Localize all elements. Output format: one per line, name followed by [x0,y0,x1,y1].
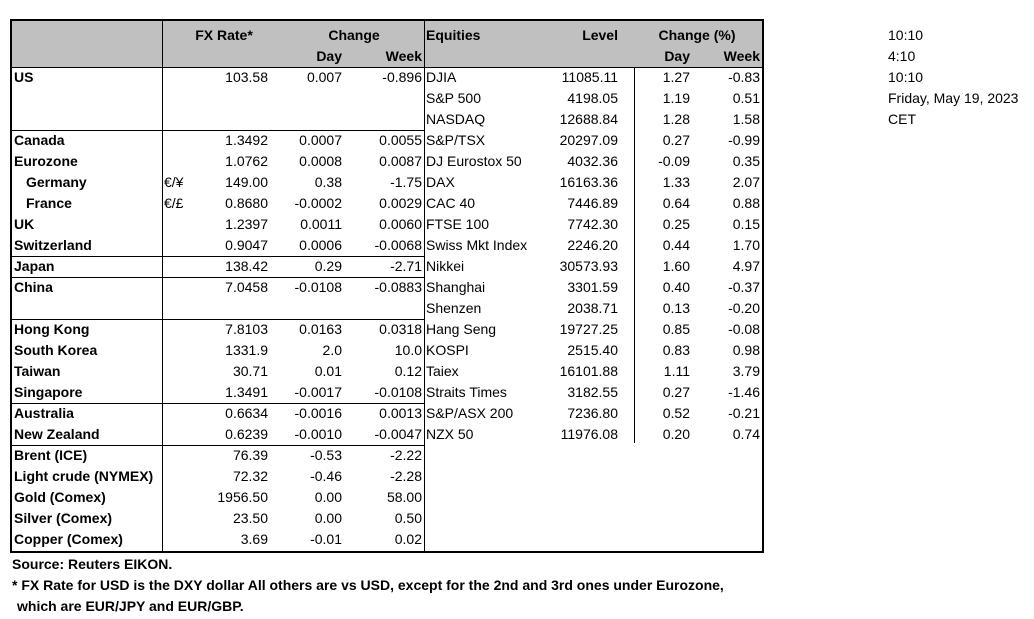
row-equity-index: DJIA [426,69,457,85]
row-equity-week: 3.79 [732,363,760,379]
row-currency-pair: €/£ [164,195,184,211]
row-fx-week: -0.0108 [374,384,422,400]
row-currency-pair [164,529,204,550]
row-equity-index: NZX 50 [426,426,474,442]
row-fx-week: 0.0087 [379,153,422,169]
row-equity-week: 0.51 [732,90,760,106]
row-equity-week [692,466,760,487]
row-currency-pair [164,67,204,88]
row-name: Copper (Comex) [14,531,123,547]
row-level: 7742.30 [567,216,618,232]
header-change-pct: Change (%) [658,27,736,43]
row-fx-day: 0.00 [314,510,342,526]
row-fx-rate: 0.6634 [225,405,268,421]
header-fx-rate: FX Rate* [195,27,253,43]
row-equity-day: 0.85 [662,321,690,337]
row-equity-week: 0.88 [732,195,760,211]
row-name: Taiwan [14,363,61,379]
row-equity-day: 0.44 [662,237,690,253]
row-equity-week [692,445,760,466]
row-fx-rate: 1.3492 [225,132,268,148]
row-name: Canada [14,132,65,148]
row-currency-pair [164,109,204,130]
row-name [14,88,164,109]
row-currency-pair: €/¥ [164,174,184,190]
row-equity-day: -0.09 [658,153,690,169]
row-level: 2038.71 [567,300,618,316]
row-equity-index: KOSPI [426,342,469,358]
header-divider [12,67,762,68]
row-name: Japan [14,258,55,274]
row-equity-day: 1.33 [662,174,690,190]
row-equity-week: -0.99 [728,132,760,148]
row-name: US [14,69,34,85]
row-name: Australia [14,405,74,421]
row-level: 16163.36 [559,174,618,190]
row-equity-week [692,487,760,508]
row-level [532,529,618,550]
row-fx-week: -0.896 [382,69,422,85]
row-currency-pair [164,130,204,151]
row-equity-index: Straits Times [426,384,507,400]
row-level: 12688.84 [559,111,618,127]
row-equity-day [632,487,690,508]
row-fx-day: 0.007 [306,69,342,85]
row-fx-rate: 0.8680 [225,195,268,211]
row-fx-week: 0.0013 [379,405,422,421]
row-fx-rate: 0.9047 [225,237,268,253]
row-name: Eurozone [14,153,78,169]
row-fx-rate: 7.8103 [225,321,268,337]
row-equity-index: Hang Seng [426,321,497,337]
row-name: Singapore [14,384,83,400]
row-fx-day: 0.00 [314,489,342,505]
row-fx-week: 0.50 [394,510,422,526]
row-name: Silver (Comex) [14,510,113,526]
row-equity-day: 0.25 [662,216,690,232]
side-date: Friday, May 19, 2023 [888,90,1019,106]
row-fx-week [342,88,422,109]
row-equity-index: S&P/TSX [426,132,486,148]
row-equity-day: 0.27 [662,132,690,148]
row-fx-rate: 1.3491 [225,384,268,400]
row-fx-rate [202,298,268,319]
row-fx-week: 10.0 [394,342,422,358]
row-fx-day: -0.0002 [294,195,342,211]
row-currency-pair [164,298,204,319]
header-equities: Equities [426,27,481,43]
row-fx-week: -2.71 [390,258,422,274]
row-name: Gold (Comex) [14,489,106,505]
row-equity-week: 0.98 [732,342,760,358]
header-eq-week: Week [723,48,760,64]
row-fx-day: -0.01 [310,531,342,547]
row-level: 2246.20 [567,237,618,253]
row-fx-week: 0.0060 [379,216,422,232]
row-equity-week: -1.46 [728,384,760,400]
row-fx-day: 0.0007 [299,132,342,148]
row-level: 11976.08 [560,426,618,442]
row-fx-day: 0.0163 [299,321,342,337]
row-level: 4198.05 [567,90,618,106]
row-equity-week: 4.97 [732,258,760,274]
row-fx-day: 0.01 [314,363,342,379]
row-equity-week [692,508,760,529]
row-fx-week: -0.0047 [374,426,422,442]
row-currency-pair [164,487,204,508]
row-equity-index [426,529,546,550]
row-fx-week [342,109,422,130]
row-equity-day: 0.83 [662,342,690,358]
row-currency-pair [164,508,204,529]
column-divider [634,67,635,443]
row-level [532,487,618,508]
group-divider [12,256,424,257]
header-level: Level [582,27,618,43]
row-fx-week: 0.12 [394,363,422,379]
row-equity-index: DAX [426,174,455,190]
row-currency-pair [164,445,204,466]
row-currency-pair [164,340,204,361]
group-divider [12,277,424,278]
row-level [532,466,618,487]
group-divider [12,319,424,320]
row-equity-week: -0.37 [728,279,760,295]
row-equity-day: 1.11 [663,363,690,379]
row-fx-day: -0.0108 [294,279,342,295]
row-equity-index: Taiex [426,363,459,379]
row-fx-rate: 149.00 [225,174,268,190]
row-equity-index: CAC 40 [426,195,476,211]
row-equity-index [426,466,546,487]
column-divider [162,21,163,551]
row-equity-index: Swiss Mkt Index [426,237,528,253]
row-fx-day: -0.0010 [294,426,342,442]
row-equity-index: S&P/ASX 200 [426,405,514,421]
row-currency-pair [164,256,204,277]
group-divider [12,130,424,131]
row-currency-pair [164,403,204,424]
row-equity-index: Nikkei [426,258,465,274]
row-equity-index: FTSE 100 [426,216,490,232]
row-equity-day [632,466,690,487]
row-fx-day: -0.53 [310,447,342,463]
row-name: Switzerland [14,237,92,253]
row-fx-day: 0.0008 [299,153,342,169]
group-divider [12,445,424,446]
row-equity-day [632,508,690,529]
row-fx-week: -0.0883 [374,279,422,295]
row-fx-week: -1.75 [390,174,422,190]
row-name: New Zealand [14,426,100,442]
side-time-3: 10:10 [888,69,924,85]
row-equity-day: 0.27 [662,384,690,400]
row-equity-day: 0.20 [662,426,690,442]
footnote-line-2: which are EUR/JPY and EUR/GBP. [17,598,244,614]
row-equity-week: -0.83 [728,69,760,85]
row-fx-day: 0.0011 [300,216,342,232]
row-equity-day: 1.19 [662,90,690,106]
row-equity-index: S&P 500 [426,90,482,106]
row-equity-day: 0.40 [662,279,690,295]
row-fx-rate [202,88,268,109]
row-fx-rate: 1331.9 [225,342,268,358]
row-equity-week: 1.70 [732,237,760,253]
row-name: Germany [26,174,87,190]
row-fx-week [342,298,422,319]
row-fx-rate: 1956.50 [217,489,268,505]
header-change: Change [328,27,380,43]
row-equity-day: 1.28 [662,111,690,127]
row-currency-pair [164,382,204,403]
row-level: 20297.09 [559,132,618,148]
row-fx-week: 0.02 [394,531,422,547]
row-fx-day: 2.0 [322,342,342,358]
row-equity-week: 0.35 [732,153,760,169]
row-fx-rate [202,109,268,130]
row-fx-rate: 30.71 [232,363,268,379]
row-equity-week: 1.58 [732,111,760,127]
row-name: Light crude (NYMEX) [14,468,154,484]
row-level [532,508,618,529]
row-equity-week: -0.08 [728,321,760,337]
row-fx-day: 0.0006 [299,237,342,253]
row-fx-day: -0.46 [310,468,342,484]
row-name: France [26,195,72,211]
row-fx-rate: 138.42 [225,258,268,274]
row-level [532,445,618,466]
row-equity-day: 0.52 [662,405,690,421]
row-equity-week: 0.15 [732,216,760,232]
row-fx-week: -2.28 [390,468,422,484]
row-currency-pair [164,277,204,298]
row-equity-week: 0.74 [732,426,760,442]
row-equity-day [632,529,690,550]
row-fx-rate: 1.0762 [225,153,268,169]
row-level: 4032.36 [567,153,618,169]
row-fx-week: -2.22 [390,447,422,463]
row-currency-pair [164,235,204,256]
row-currency-pair [164,466,204,487]
row-fx-week: 58.00 [386,489,422,505]
row-level: 2515.40 [567,342,618,358]
row-fx-week: 0.0318 [379,321,422,337]
row-currency-pair [164,151,204,172]
row-name: South Korea [14,342,98,358]
market-data-table [10,19,764,553]
row-name [14,298,164,319]
header-week: Week [385,48,422,64]
row-level: 7446.89 [567,195,618,211]
row-currency-pair [164,88,204,109]
side-time-2: 4:10 [888,48,916,64]
row-currency-pair [164,424,204,445]
row-equity-index: Shenzen [426,300,482,316]
row-equity-index [426,445,546,466]
row-fx-rate: 103.58 [225,69,268,85]
row-equity-index: Shanghai [426,279,486,295]
row-level: 16101.88 [559,363,618,379]
row-fx-rate: 23.50 [232,510,268,526]
row-currency-pair [164,361,204,382]
row-fx-rate: 1.2397 [225,216,268,232]
row-name: Hong Kong [14,321,90,337]
row-fx-week: -0.0068 [374,237,422,253]
column-divider [424,21,425,551]
row-level: 3182.55 [567,384,618,400]
row-level: 3301.59 [567,279,618,295]
row-level: 11085.11 [561,69,618,85]
row-equity-day [632,445,690,466]
row-level: 30573.93 [559,258,618,274]
row-equity-index [426,487,546,508]
row-fx-day: -0.0016 [294,405,342,421]
row-equity-day: 1.27 [662,69,690,85]
row-equity-week: 2.07 [732,174,760,190]
row-name [14,109,164,130]
group-divider [12,403,424,404]
side-timezone: CET [888,111,916,127]
header-day: Day [316,48,342,64]
row-fx-day [268,298,342,319]
row-fx-rate: 76.39 [232,447,268,463]
row-fx-rate: 3.69 [240,531,268,547]
row-equity-week: -0.21 [728,405,760,421]
row-fx-week: 0.0055 [379,132,422,148]
row-fx-day: 0.38 [314,174,342,190]
row-equity-day: 0.13 [662,300,690,316]
row-equity-day: 0.64 [662,195,690,211]
row-fx-rate: 7.0458 [225,279,268,295]
row-name: Brent (ICE) [14,447,88,463]
row-fx-day: 0.29 [314,258,342,274]
row-fx-day [268,88,342,109]
row-name: China [14,279,53,295]
row-fx-week: 0.0029 [379,195,422,211]
row-equity-index: DJ Eurostox 50 [426,153,522,169]
header-eq-day: Day [664,48,690,64]
row-currency-pair [164,319,204,340]
row-fx-day [268,109,342,130]
row-level: 19727.25 [559,321,618,337]
row-level: 7236.80 [567,405,618,421]
source-note: Source: Reuters EIKON. [12,556,173,572]
row-currency-pair [164,214,204,235]
row-fx-day: -0.0017 [294,384,342,400]
row-name: UK [14,216,35,232]
row-equity-week [692,529,760,550]
row-fx-rate: 72.32 [232,468,268,484]
row-equity-day: 1.60 [662,258,690,274]
row-equity-index: NASDAQ [426,111,486,127]
side-time-1: 10:10 [888,27,924,43]
row-fx-rate: 0.6239 [225,426,268,442]
footnote-line-1: * FX Rate for USD is the DXY dollar All others are vs USD, except for the 2nd and 3rd ones under Eurozone, [12,577,724,593]
row-equity-week: -0.20 [728,300,760,316]
row-equity-index [426,508,546,529]
